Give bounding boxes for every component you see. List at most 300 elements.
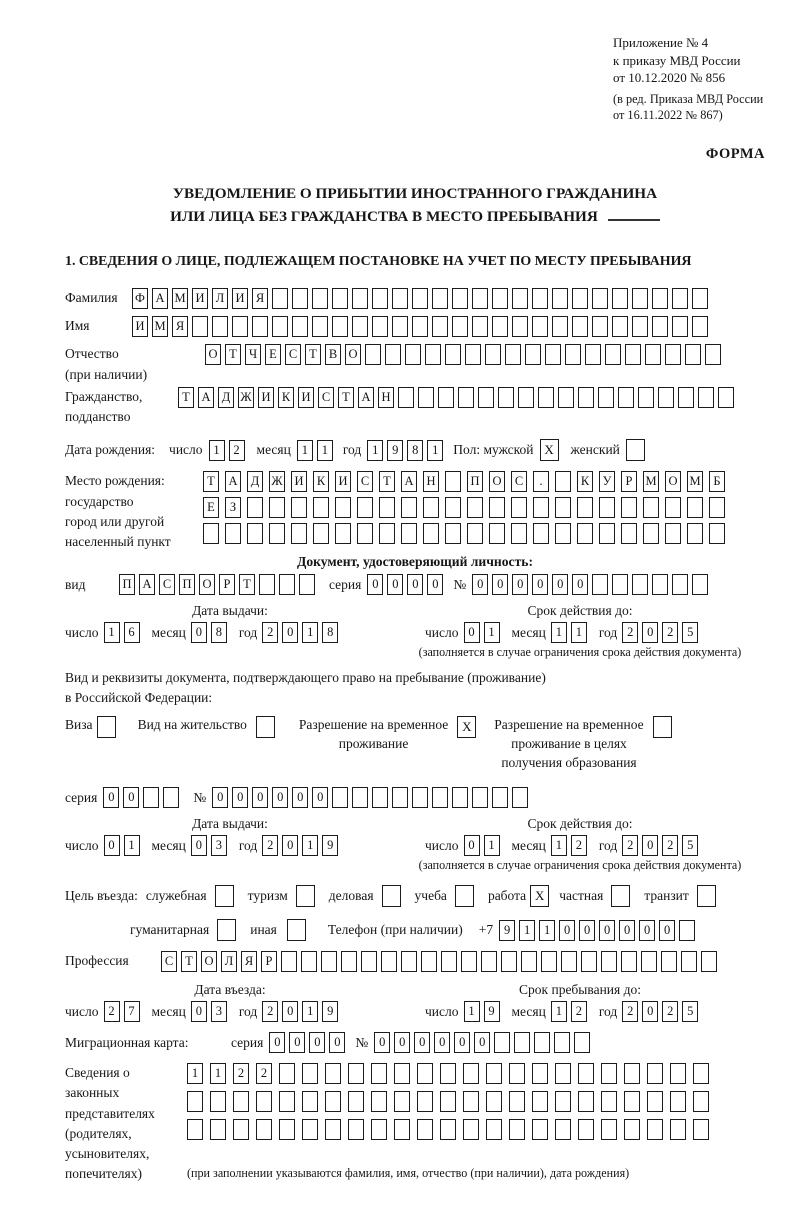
purpose-humanitarian-checkbox[interactable] xyxy=(217,919,236,941)
form-cell[interactable] xyxy=(545,344,561,365)
form-cell[interactable] xyxy=(441,951,457,972)
form-cell[interactable]: 0 xyxy=(659,920,675,941)
form-cell[interactable] xyxy=(210,1091,226,1112)
form-cell[interactable] xyxy=(432,787,448,808)
form-cell[interactable]: К xyxy=(278,387,294,408)
sex-male-checkbox[interactable]: X xyxy=(540,439,559,461)
form-cell[interactable] xyxy=(692,316,708,337)
form-cell[interactable]: Я xyxy=(172,316,188,337)
form-cell[interactable]: А xyxy=(225,471,241,492)
form-cell[interactable] xyxy=(605,344,621,365)
form-cell[interactable] xyxy=(279,1063,295,1084)
form-cell[interactable]: 5 xyxy=(682,835,698,856)
form-cell[interactable] xyxy=(701,951,717,972)
form-cell[interactable]: Т xyxy=(181,951,197,972)
form-cell[interactable] xyxy=(417,1119,433,1140)
form-cell[interactable] xyxy=(259,574,275,595)
form-cell[interactable] xyxy=(647,1119,663,1140)
form-cell[interactable] xyxy=(592,288,608,309)
form-cell[interactable] xyxy=(577,523,593,544)
form-cell[interactable] xyxy=(486,1119,502,1140)
form-cell[interactable] xyxy=(532,316,548,337)
form-cell[interactable] xyxy=(381,951,397,972)
form-cell[interactable] xyxy=(624,1119,640,1140)
form-cell[interactable]: С xyxy=(318,387,334,408)
form-cell[interactable]: О xyxy=(199,574,215,595)
form-cell[interactable] xyxy=(361,951,377,972)
temp-residence-edu-checkbox[interactable] xyxy=(653,716,672,738)
form-cell[interactable] xyxy=(578,1091,594,1112)
form-cell[interactable] xyxy=(302,1063,318,1084)
form-cell[interactable] xyxy=(561,951,577,972)
form-cell[interactable] xyxy=(312,288,328,309)
form-cell[interactable]: 0 xyxy=(191,1001,207,1022)
form-cell[interactable]: 0 xyxy=(427,574,443,595)
form-cell[interactable]: 0 xyxy=(191,622,207,643)
form-cell[interactable]: 2 xyxy=(256,1063,272,1084)
form-cell[interactable] xyxy=(302,1091,318,1112)
form-cell[interactable]: А xyxy=(152,288,168,309)
form-cell[interactable] xyxy=(478,387,494,408)
form-cell[interactable] xyxy=(670,1119,686,1140)
form-cell[interactable]: Л xyxy=(221,951,237,972)
form-cell[interactable]: З xyxy=(225,497,241,518)
form-cell[interactable]: 1 xyxy=(124,835,140,856)
form-cell[interactable] xyxy=(572,316,588,337)
form-cell[interactable]: А xyxy=(198,387,214,408)
form-cell[interactable]: 2 xyxy=(262,1001,278,1022)
form-cell[interactable] xyxy=(272,288,288,309)
form-cell[interactable]: 2 xyxy=(233,1063,249,1084)
form-cell[interactable] xyxy=(452,316,468,337)
form-cell[interactable] xyxy=(371,1091,387,1112)
form-cell[interactable] xyxy=(425,344,441,365)
form-cell[interactable] xyxy=(371,1063,387,1084)
form-cell[interactable] xyxy=(233,1091,249,1112)
form-cell[interactable] xyxy=(555,497,571,518)
form-cell[interactable]: 1 xyxy=(302,1001,318,1022)
form-cell[interactable]: Т xyxy=(225,344,241,365)
form-cell[interactable] xyxy=(705,344,721,365)
form-cell[interactable]: 0 xyxy=(642,835,658,856)
form-cell[interactable] xyxy=(598,387,614,408)
form-cell[interactable] xyxy=(692,574,708,595)
form-cell[interactable] xyxy=(554,1032,570,1053)
form-cell[interactable]: О xyxy=(345,344,361,365)
form-cell[interactable] xyxy=(372,316,388,337)
form-cell[interactable] xyxy=(379,497,395,518)
form-cell[interactable] xyxy=(292,316,308,337)
form-cell[interactable]: Т xyxy=(305,344,321,365)
form-cell[interactable]: О xyxy=(205,344,221,365)
form-cell[interactable]: 0 xyxy=(464,835,480,856)
form-cell[interactable] xyxy=(512,316,528,337)
form-cell[interactable] xyxy=(612,288,628,309)
form-cell[interactable] xyxy=(532,1119,548,1140)
form-cell[interactable]: И xyxy=(192,288,208,309)
form-cell[interactable] xyxy=(143,787,159,808)
form-cell[interactable] xyxy=(256,1119,272,1140)
form-cell[interactable] xyxy=(601,951,617,972)
form-cell[interactable] xyxy=(501,951,517,972)
form-cell[interactable]: О xyxy=(665,471,681,492)
form-cell[interactable] xyxy=(452,288,468,309)
form-cell[interactable]: 2 xyxy=(104,1001,120,1022)
form-cell[interactable] xyxy=(578,1063,594,1084)
form-cell[interactable]: Р xyxy=(621,471,637,492)
form-cell[interactable]: Т xyxy=(239,574,255,595)
form-cell[interactable] xyxy=(601,1091,617,1112)
form-cell[interactable]: 2 xyxy=(262,835,278,856)
form-cell[interactable]: 2 xyxy=(622,835,638,856)
form-cell[interactable]: 0 xyxy=(123,787,139,808)
form-cell[interactable] xyxy=(365,344,381,365)
form-cell[interactable]: 0 xyxy=(559,920,575,941)
form-cell[interactable] xyxy=(438,387,454,408)
form-cell[interactable] xyxy=(632,574,648,595)
form-cell[interactable] xyxy=(233,1119,249,1140)
form-cell[interactable]: 0 xyxy=(367,574,383,595)
form-cell[interactable] xyxy=(512,787,528,808)
form-cell[interactable]: 5 xyxy=(682,1001,698,1022)
form-cell[interactable] xyxy=(601,1119,617,1140)
form-cell[interactable]: 0 xyxy=(191,835,207,856)
form-cell[interactable]: Б xyxy=(709,471,725,492)
form-cell[interactable] xyxy=(461,951,477,972)
form-cell[interactable] xyxy=(555,1063,571,1084)
purpose-private-checkbox[interactable] xyxy=(611,885,630,907)
form-cell[interactable] xyxy=(509,1119,525,1140)
form-cell[interactable] xyxy=(401,951,417,972)
form-cell[interactable] xyxy=(472,288,488,309)
form-cell[interactable]: Т xyxy=(338,387,354,408)
form-cell[interactable] xyxy=(492,787,508,808)
form-cell[interactable]: 9 xyxy=(322,835,338,856)
form-cell[interactable] xyxy=(555,1119,571,1140)
form-cell[interactable]: 3 xyxy=(211,835,227,856)
form-cell[interactable]: 1 xyxy=(551,1001,567,1022)
form-cell[interactable]: Р xyxy=(219,574,235,595)
form-cell[interactable]: 0 xyxy=(282,622,298,643)
form-cell[interactable]: 0 xyxy=(552,574,568,595)
form-cell[interactable]: 1 xyxy=(551,835,567,856)
form-cell[interactable]: 5 xyxy=(682,622,698,643)
form-cell[interactable]: 0 xyxy=(394,1032,410,1053)
form-cell[interactable] xyxy=(679,920,695,941)
form-cell[interactable]: 1 xyxy=(484,835,500,856)
form-cell[interactable] xyxy=(325,1091,341,1112)
form-cell[interactable] xyxy=(467,523,483,544)
form-cell[interactable] xyxy=(555,523,571,544)
form-cell[interactable] xyxy=(445,523,461,544)
form-cell[interactable] xyxy=(348,1119,364,1140)
form-cell[interactable] xyxy=(445,344,461,365)
form-cell[interactable] xyxy=(281,951,297,972)
form-cell[interactable]: 0 xyxy=(272,787,288,808)
form-cell[interactable]: 1 xyxy=(297,440,313,461)
form-cell[interactable] xyxy=(423,497,439,518)
form-cell[interactable] xyxy=(693,1091,709,1112)
form-cell[interactable]: М xyxy=(172,288,188,309)
form-cell[interactable]: 0 xyxy=(464,622,480,643)
form-cell[interactable] xyxy=(585,344,601,365)
form-cell[interactable]: 2 xyxy=(262,622,278,643)
form-cell[interactable]: 0 xyxy=(474,1032,490,1053)
form-cell[interactable] xyxy=(210,1119,226,1140)
form-cell[interactable] xyxy=(489,523,505,544)
form-cell[interactable] xyxy=(313,497,329,518)
form-cell[interactable]: 9 xyxy=(499,920,515,941)
form-cell[interactable] xyxy=(357,497,373,518)
form-cell[interactable] xyxy=(352,288,368,309)
form-cell[interactable]: 1 xyxy=(571,622,587,643)
form-cell[interactable] xyxy=(335,497,351,518)
form-cell[interactable]: М xyxy=(687,471,703,492)
form-cell[interactable] xyxy=(612,574,628,595)
form-cell[interactable] xyxy=(538,387,554,408)
form-cell[interactable]: 0 xyxy=(329,1032,345,1053)
form-cell[interactable] xyxy=(432,288,448,309)
form-cell[interactable] xyxy=(578,1119,594,1140)
form-cell[interactable] xyxy=(678,387,694,408)
form-cell[interactable] xyxy=(467,497,483,518)
form-cell[interactable] xyxy=(672,574,688,595)
form-cell[interactable] xyxy=(492,316,508,337)
form-cell[interactable] xyxy=(417,1091,433,1112)
form-cell[interactable] xyxy=(665,497,681,518)
form-cell[interactable]: 2 xyxy=(662,622,678,643)
form-cell[interactable] xyxy=(401,497,417,518)
form-cell[interactable]: 0 xyxy=(212,787,228,808)
form-cell[interactable]: 9 xyxy=(387,440,403,461)
form-cell[interactable]: М xyxy=(152,316,168,337)
form-cell[interactable] xyxy=(332,288,348,309)
form-cell[interactable]: С xyxy=(161,951,177,972)
form-cell[interactable] xyxy=(665,344,681,365)
form-cell[interactable] xyxy=(212,316,228,337)
form-cell[interactable] xyxy=(555,1091,571,1112)
form-cell[interactable]: Н xyxy=(423,471,439,492)
form-cell[interactable] xyxy=(574,1032,590,1053)
form-cell[interactable] xyxy=(269,523,285,544)
form-cell[interactable] xyxy=(445,497,461,518)
form-cell[interactable] xyxy=(693,1063,709,1084)
form-cell[interactable]: 0 xyxy=(292,787,308,808)
form-cell[interactable] xyxy=(279,1091,295,1112)
form-cell[interactable]: К xyxy=(577,471,593,492)
visa-checkbox[interactable] xyxy=(97,716,116,738)
form-cell[interactable] xyxy=(532,1063,548,1084)
form-cell[interactable]: Д xyxy=(247,471,263,492)
form-cell[interactable] xyxy=(555,471,571,492)
form-cell[interactable] xyxy=(672,316,688,337)
form-cell[interactable]: Е xyxy=(203,497,219,518)
form-cell[interactable] xyxy=(385,344,401,365)
form-cell[interactable] xyxy=(472,316,488,337)
form-cell[interactable] xyxy=(489,497,505,518)
form-cell[interactable]: И xyxy=(232,288,248,309)
form-cell[interactable] xyxy=(203,523,219,544)
form-cell[interactable] xyxy=(641,951,657,972)
form-cell[interactable] xyxy=(552,316,568,337)
form-cell[interactable]: 0 xyxy=(639,920,655,941)
form-cell[interactable] xyxy=(321,951,337,972)
form-cell[interactable] xyxy=(440,1063,456,1084)
form-cell[interactable] xyxy=(398,387,414,408)
form-cell[interactable] xyxy=(412,316,428,337)
form-cell[interactable] xyxy=(652,574,668,595)
form-cell[interactable]: 1 xyxy=(367,440,383,461)
form-cell[interactable] xyxy=(392,316,408,337)
form-cell[interactable] xyxy=(687,497,703,518)
form-cell[interactable] xyxy=(665,523,681,544)
form-cell[interactable] xyxy=(485,344,501,365)
form-cell[interactable]: П xyxy=(119,574,135,595)
form-cell[interactable] xyxy=(299,574,315,595)
form-cell[interactable] xyxy=(432,316,448,337)
form-cell[interactable]: И xyxy=(132,316,148,337)
form-cell[interactable] xyxy=(518,387,534,408)
form-cell[interactable] xyxy=(509,1063,525,1084)
form-cell[interactable]: С xyxy=(159,574,175,595)
form-cell[interactable] xyxy=(352,787,368,808)
form-cell[interactable] xyxy=(652,316,668,337)
form-cell[interactable]: И xyxy=(258,387,274,408)
form-cell[interactable]: 2 xyxy=(571,1001,587,1022)
form-cell[interactable]: 1 xyxy=(539,920,555,941)
form-cell[interactable] xyxy=(624,1091,640,1112)
form-cell[interactable] xyxy=(685,344,701,365)
form-cell[interactable]: 1 xyxy=(302,622,318,643)
form-cell[interactable]: О xyxy=(201,951,217,972)
form-cell[interactable] xyxy=(687,523,703,544)
form-cell[interactable] xyxy=(421,951,437,972)
form-cell[interactable] xyxy=(312,316,328,337)
form-cell[interactable]: 1 xyxy=(302,835,318,856)
form-cell[interactable] xyxy=(693,1119,709,1140)
form-cell[interactable]: 8 xyxy=(211,622,227,643)
form-cell[interactable] xyxy=(643,523,659,544)
form-cell[interactable]: П xyxy=(467,471,483,492)
form-cell[interactable] xyxy=(465,344,481,365)
form-cell[interactable]: 1 xyxy=(209,440,225,461)
form-cell[interactable]: 0 xyxy=(387,574,403,595)
form-cell[interactable] xyxy=(565,344,581,365)
form-cell[interactable]: 1 xyxy=(427,440,443,461)
form-cell[interactable] xyxy=(709,523,725,544)
form-cell[interactable] xyxy=(232,316,248,337)
form-cell[interactable]: У xyxy=(599,471,615,492)
form-cell[interactable]: А xyxy=(358,387,374,408)
form-cell[interactable] xyxy=(405,344,421,365)
form-cell[interactable] xyxy=(486,1063,502,1084)
form-cell[interactable]: 2 xyxy=(662,835,678,856)
form-cell[interactable]: 9 xyxy=(484,1001,500,1022)
form-cell[interactable]: Ф xyxy=(132,288,148,309)
form-cell[interactable] xyxy=(394,1119,410,1140)
form-cell[interactable]: С xyxy=(357,471,373,492)
purpose-work-checkbox[interactable]: X xyxy=(530,885,549,907)
form-cell[interactable] xyxy=(632,316,648,337)
form-cell[interactable]: 0 xyxy=(572,574,588,595)
form-cell[interactable] xyxy=(592,574,608,595)
form-cell[interactable]: 6 xyxy=(124,622,140,643)
form-cell[interactable] xyxy=(458,387,474,408)
form-cell[interactable]: 1 xyxy=(104,622,120,643)
form-cell[interactable] xyxy=(279,1119,295,1140)
form-cell[interactable]: 2 xyxy=(662,1001,678,1022)
temp-residence-checkbox[interactable]: X xyxy=(457,716,476,738)
sex-female-checkbox[interactable] xyxy=(626,439,645,461)
form-cell[interactable] xyxy=(372,787,388,808)
form-cell[interactable] xyxy=(392,787,408,808)
form-cell[interactable] xyxy=(379,523,395,544)
form-cell[interactable]: Ж xyxy=(238,387,254,408)
form-cell[interactable] xyxy=(401,523,417,544)
form-cell[interactable] xyxy=(718,387,734,408)
form-cell[interactable]: 7 xyxy=(124,1001,140,1022)
form-cell[interactable]: Я xyxy=(252,288,268,309)
form-cell[interactable]: 0 xyxy=(289,1032,305,1053)
form-cell[interactable] xyxy=(647,1091,663,1112)
form-cell[interactable]: 1 xyxy=(210,1063,226,1084)
form-cell[interactable] xyxy=(672,288,688,309)
form-cell[interactable] xyxy=(577,497,593,518)
form-cell[interactable] xyxy=(492,288,508,309)
form-cell[interactable]: 0 xyxy=(579,920,595,941)
form-cell[interactable] xyxy=(187,1119,203,1140)
form-cell[interactable] xyxy=(578,387,594,408)
form-cell[interactable]: 2 xyxy=(622,1001,638,1022)
form-cell[interactable]: Н xyxy=(378,387,394,408)
form-cell[interactable]: 2 xyxy=(229,440,245,461)
form-cell[interactable] xyxy=(533,497,549,518)
form-cell[interactable]: А xyxy=(401,471,417,492)
form-cell[interactable]: Л xyxy=(212,288,228,309)
form-cell[interactable] xyxy=(272,316,288,337)
form-cell[interactable] xyxy=(643,497,659,518)
form-cell[interactable] xyxy=(313,523,329,544)
form-cell[interactable] xyxy=(592,316,608,337)
form-cell[interactable]: 2 xyxy=(622,622,638,643)
form-cell[interactable]: В xyxy=(325,344,341,365)
form-cell[interactable]: Т xyxy=(178,387,194,408)
form-cell[interactable]: 0 xyxy=(619,920,635,941)
form-cell[interactable] xyxy=(670,1091,686,1112)
form-cell[interactable]: 3 xyxy=(211,1001,227,1022)
form-cell[interactable]: Р xyxy=(261,951,277,972)
form-cell[interactable]: 1 xyxy=(484,622,500,643)
form-cell[interactable]: Е xyxy=(265,344,281,365)
form-cell[interactable] xyxy=(645,344,661,365)
form-cell[interactable] xyxy=(187,1091,203,1112)
form-cell[interactable]: 0 xyxy=(512,574,528,595)
form-cell[interactable] xyxy=(509,1091,525,1112)
form-cell[interactable] xyxy=(612,316,628,337)
form-cell[interactable]: П xyxy=(179,574,195,595)
form-cell[interactable] xyxy=(534,1032,550,1053)
form-cell[interactable] xyxy=(412,288,428,309)
form-cell[interactable] xyxy=(225,523,241,544)
form-cell[interactable]: 0 xyxy=(434,1032,450,1053)
form-cell[interactable] xyxy=(599,497,615,518)
form-cell[interactable]: 0 xyxy=(642,1001,658,1022)
form-cell[interactable]: 0 xyxy=(269,1032,285,1053)
form-cell[interactable] xyxy=(625,344,641,365)
form-cell[interactable]: 0 xyxy=(252,787,268,808)
form-cell[interactable] xyxy=(394,1063,410,1084)
form-cell[interactable] xyxy=(291,523,307,544)
